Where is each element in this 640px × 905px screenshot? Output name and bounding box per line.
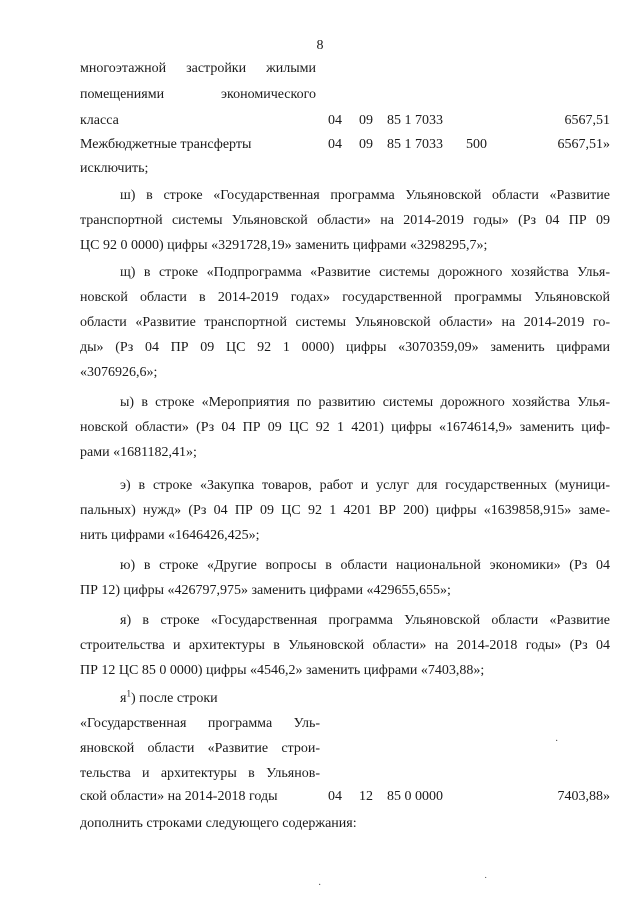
scan-speck: ˙	[484, 876, 488, 887]
table-cell-name: «Государственная программа Уль-	[80, 716, 320, 731]
table-cell-cs: 85 1 7033	[387, 137, 443, 152]
table-cell-cs: 85 0 0000	[387, 789, 443, 804]
table-cell-name: многоэтажной застройки жилыми	[80, 61, 316, 76]
table-row	[0, 786, 640, 808]
paragraph-yu-line: ю) в строке «Другие вопросы в области национальной экономики» (Рз 04	[120, 558, 610, 573]
table-cell-rz: 04	[328, 113, 342, 128]
paragraph-sh-line: транспортной системы Ульяновской области» на 2014-2019 годы» (Рз 04 ПР 09	[80, 213, 610, 228]
paragraph-y-line: новской области» (Рз 04 ПР 09 ЦС 92 1 4201) цифры «1674614,9» заменить циф-	[80, 420, 610, 435]
paragraph-y-line: ы) в строке «Мероприятия по развитию системы дорожного хозяйства Улья-	[120, 395, 610, 410]
table-cell-rz: 04	[328, 137, 342, 152]
table-cell-name: тельства и архитектуры в Ульянов-	[80, 766, 320, 781]
page-number: 8	[316, 38, 324, 53]
paragraph-shch-line: ды» (Рз 04 ПР 09 ЦС 92 1 0000) цифры «3070359,09» заменить цифрами	[80, 340, 610, 355]
table-cell-name: помещениями экономического	[80, 87, 316, 102]
paragraph-shch-line: области «Развитие транспортной системы Ульяновской области» на 2014-2019 го-	[80, 315, 610, 330]
paragraph-ya-line: строительства и архитектуры в Ульяновской области» на 2014-2018 годы» (Рз 04	[80, 638, 610, 653]
table-row	[0, 110, 640, 132]
table-cell-name: яновской области «Развитие строи-	[80, 741, 320, 756]
paragraph-yu-line: ПР 12) цифры «426797,975» заменить цифрами «429655,655»;	[80, 583, 451, 598]
table-cell-rz: 04	[328, 789, 342, 804]
table-cell-pr: 12	[359, 789, 373, 804]
table-cell-name: ской области» на 2014-2018 годы	[80, 789, 278, 804]
paragraph-ya1: $я^1$) после строки	[120, 688, 218, 706]
paragraph-e-line: нить цифрами «1646426,425»;	[80, 528, 260, 543]
scan-speck: ·	[555, 736, 559, 747]
body-text: исключить;	[80, 161, 149, 176]
paragraph-shch-line: щ) в строке «Подпрограмма «Развитие системы дорожного хозяйства Улья-	[120, 265, 610, 280]
table-row	[0, 134, 640, 156]
paragraph-sh-line: ЦС 92 0 0000) цифры «3291728,19» заменить цифрами «3298295,7»;	[80, 238, 488, 253]
paragraph-ya-line: я) в строке «Государственная программа Ульяновской области «Развитие	[120, 613, 610, 628]
paragraph-shch-line: новской области в 2014-2019 годах» государственной программы Ульяновской	[80, 290, 610, 305]
table-cell-cs: 85 1 7033	[387, 113, 443, 128]
table-cell-pr: 09	[359, 113, 373, 128]
table-cell-amount: 6567,51»	[557, 137, 610, 152]
body-text-final: дополнить строками следующего содержания:	[80, 816, 357, 831]
paragraph-ya-line: ПР 12 ЦС 85 0 0000) цифры «4546,2» заменить цифрами «7403,88»;	[80, 663, 485, 678]
table-cell-vr: 500	[466, 137, 487, 152]
table-cell-pr: 09	[359, 137, 373, 152]
paragraph-e-line: э) в строке «Закупка товаров, работ и услуг для государственных (муници-	[120, 478, 610, 493]
table-cell-amount: 7403,88»	[557, 789, 610, 804]
paragraph-y-line: рами «1681182,41»;	[80, 445, 197, 460]
paragraph-shch-line: «3076926,6»;	[80, 365, 158, 380]
paragraph-sh-line: ш) в строке «Государственная программа Ульяновской области «Развитие	[120, 188, 610, 203]
table-cell-amount: 6567,51	[564, 113, 610, 128]
paragraph-e-line: пальных) нужд» (Рз 04 ПР 09 ЦС 92 1 4201 ВР 200) цифры «1639858,915» заме-	[80, 503, 610, 518]
table-cell-name: Межбюджетные трансферты	[80, 137, 252, 152]
scan-speck: ·	[318, 880, 322, 891]
table-cell-name: класса	[80, 113, 119, 128]
